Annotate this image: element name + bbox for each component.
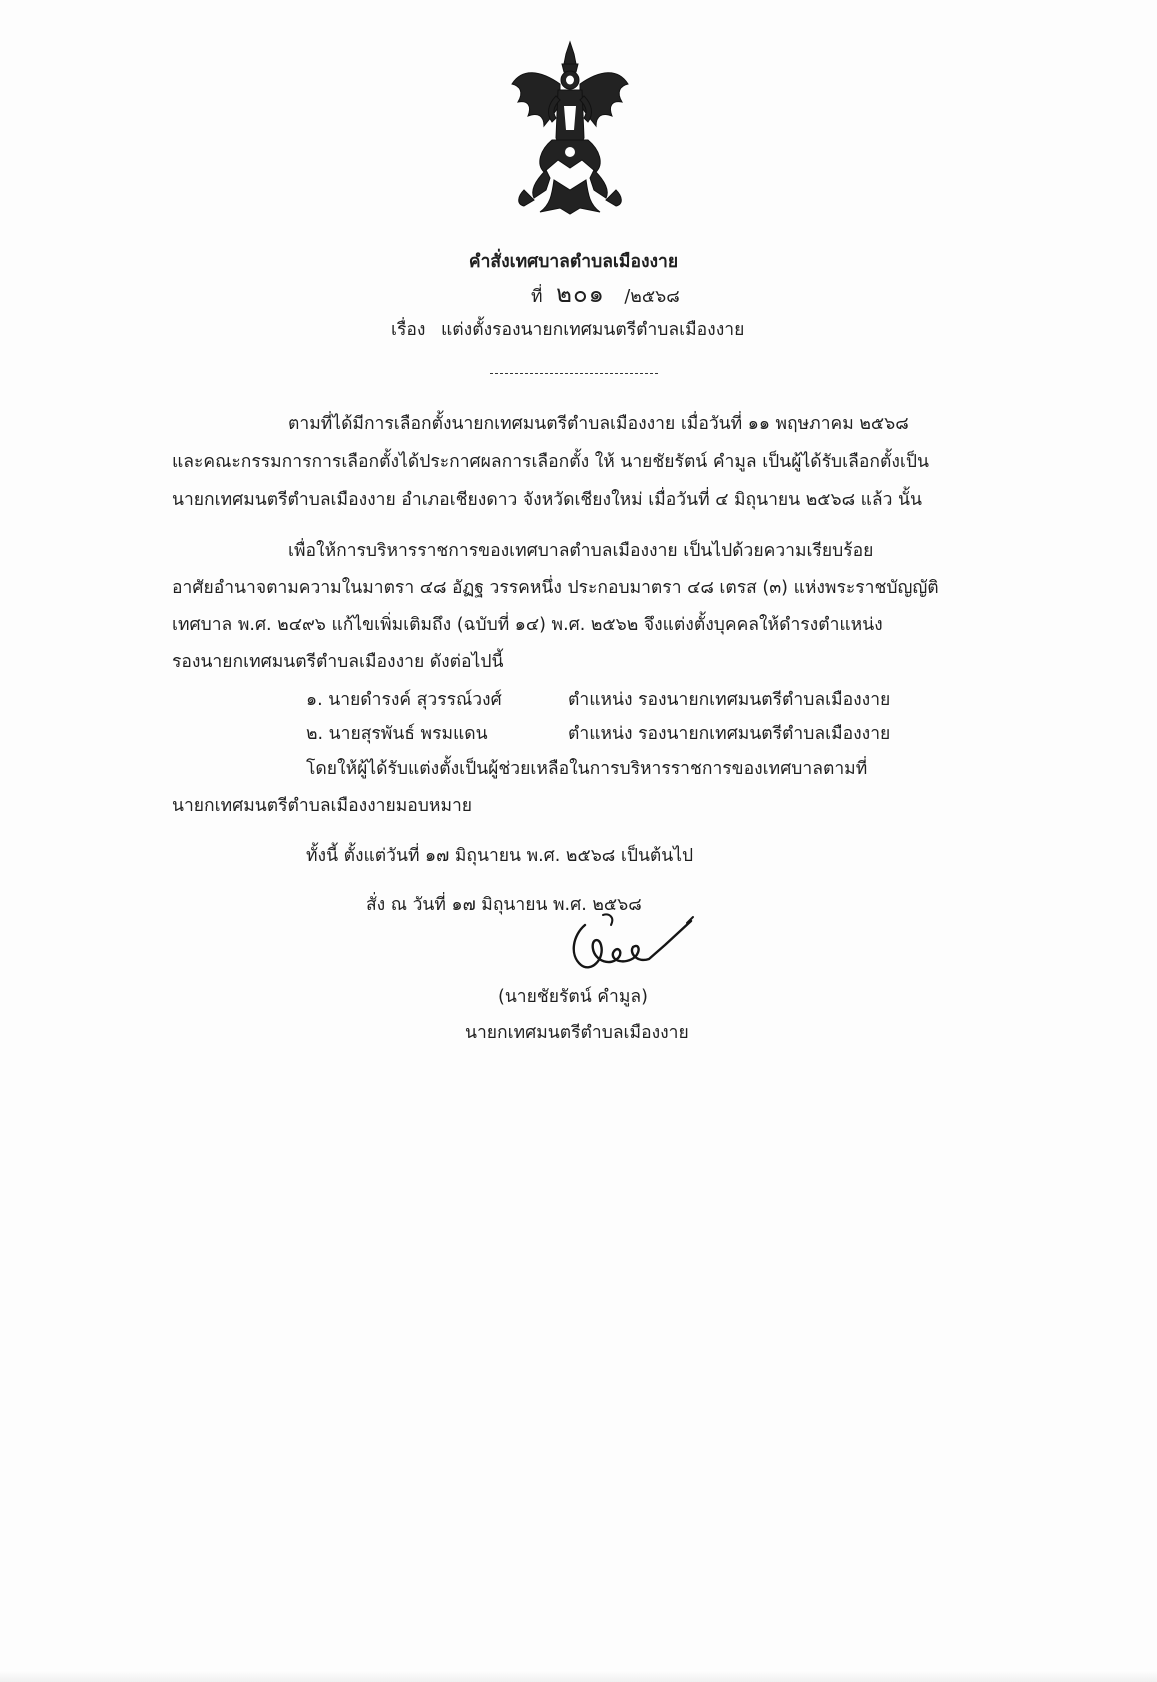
appointee-position: ตำแหน่ง รองนายกเทศมนตรีตำบลเมืองงาย — [568, 724, 891, 744]
garuda-emblem-icon — [510, 40, 630, 215]
para1-line2: และคณะกรรมการการเลือกตั้งได้ประกาศผลการเลือกตั้ง ให้ นายชัยรัตน์ คำมูล เป็นผู้ได้รับเลือกตั้งเป็น — [172, 452, 929, 472]
appointee-position: ตำแหน่ง รองนายกเทศมนตรีตำบลเมืองงาย — [568, 690, 891, 710]
appointee-name: ๑. นายดำรงค์ สุวรรณ์วงศ์ — [306, 690, 502, 710]
para3-line1: โดยให้ผู้ได้รับแต่งตั้งเป็นผู้ช่วยเหลือในการบริหารราชการของเทศบาลตามที่ — [306, 759, 868, 779]
appointee-row — [306, 722, 906, 748]
para2-line3: เทศบาล พ.ศ. ๒๔๙๖ แก้ไขเพิ่มเติมถึง (ฉบับที่ ๑๔) พ.ศ. ๒๕๖๒ จึงแต่งตั้งบุคคลให้ดำรงตำแหน่ง — [172, 615, 883, 635]
subject-text: แต่งตั้งรองนายกเทศมนตรีตำบลเมืองงาย — [441, 320, 745, 340]
appointee-row — [306, 688, 906, 714]
order-title: คำสั่งเทศบาลตำบลเมืองงาย — [468, 252, 679, 272]
signer-name: (นายชัยรัตน์ คำมูล) — [498, 987, 648, 1007]
para3-line2: นายกเทศมนตรีตำบลเมืองงายมอบหมาย — [172, 796, 473, 816]
order-year: /๒๕๖๘ — [624, 287, 680, 307]
para1-line1: ตามที่ได้มีการเลือกตั้งนายกเทศมนตรีตำบลเมืองงาย เมื่อวันที่ ๑๑ พฤษภาคม ๒๕๖๘ — [288, 414, 909, 434]
ordered-on-date: สั่ง ณ วันที่ ๑๗ มิถุนายน พ.ศ. ๒๕๖๘ — [366, 895, 642, 915]
para1-line3: นายกเทศมนตรีตำบลเมืองงาย อำเภอเชียงดาว จังหวัดเชียงใหม่ เมื่อวันที่ ๔ มิถุนายน ๒๕๖๘ แล้ว นั้น — [172, 490, 922, 510]
order-number: ๒๐๑ — [556, 280, 605, 308]
signature-image — [555, 905, 695, 980]
signer-title: นายกเทศมนตรีตำบลเมืองงาย — [465, 1023, 689, 1043]
para2-line1: เพื่อให้การบริหารราชการของเทศบาลตำบลเมืองงาย เป็นไปด้วยความเรียบร้อย — [288, 541, 874, 561]
subject-label: เรื่อง — [391, 320, 426, 340]
order-number-row — [531, 282, 680, 309]
subject-row — [391, 318, 744, 342]
order-number-label: ที่ — [531, 287, 543, 307]
page-bottom-edge — [0, 1670, 1157, 1682]
para2-line2: อาศัยอำนาจตามความในมาตรา ๔๘ อัฏฐ วรรคหนึ่ง ประกอบมาตรา ๔๘ เตรส (๓) แห่งพระราชบัญญัติ — [172, 578, 939, 598]
header-divider — [490, 373, 658, 374]
effective-date: ทั้งนี้ ตั้งแต่วันที่ ๑๗ มิถุนายน พ.ศ. ๒๕๖๘ เป็นต้นไป — [306, 846, 694, 866]
appointee-name: ๒. นายสุรพันธ์ พรมแดน — [306, 724, 488, 744]
para2-line4: รองนายกเทศมนตรีตำบลเมืองงาย ดังต่อไปนี้ — [172, 652, 504, 672]
